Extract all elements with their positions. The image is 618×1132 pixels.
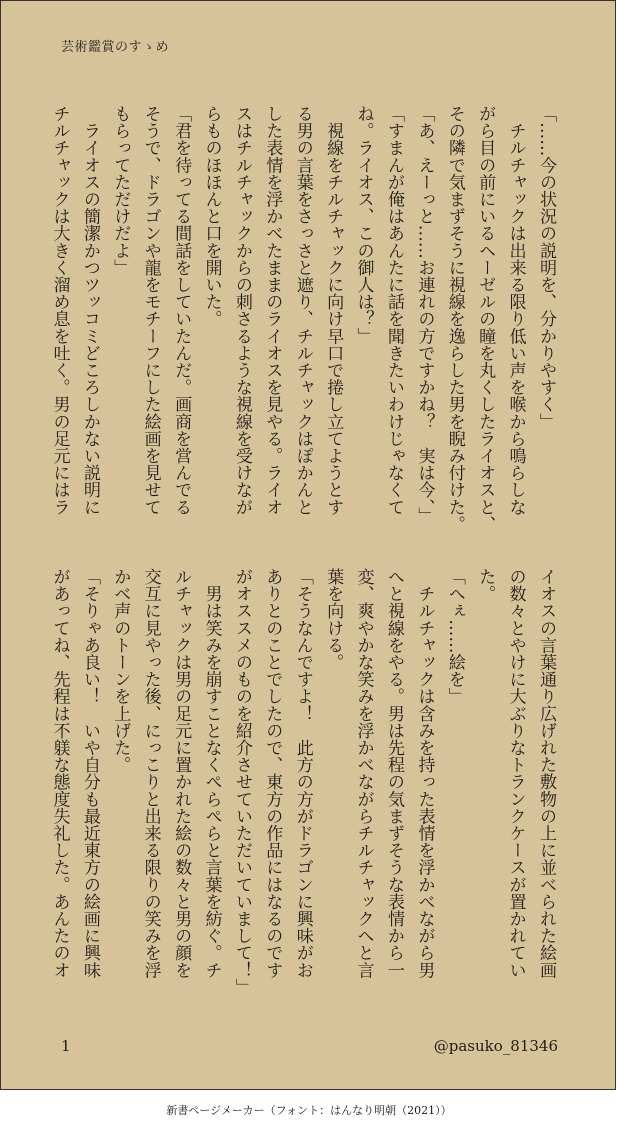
- text-line: かべ声のトーンを上げた。: [110, 568, 131, 774]
- text-line: 「すまんが俺はあんたに話を聞きたいわけじゃなくて: [383, 105, 404, 516]
- text-line: そうで、ドラゴンや龍をモチーフにした絵画を見せて: [140, 105, 161, 516]
- text-line: 「そうなんですよ！ 此方の方がドラゴンに興味がお: [292, 568, 313, 979]
- text-line: がら目の前にいるヘーゼルの瞳を丸くしたライオスと、: [475, 105, 496, 533]
- text-line: もらってただけだよ」: [110, 105, 131, 276]
- text-line: 変、爽やかな笑みを浮かべながらチルチャックへと言: [353, 568, 374, 979]
- text-line: スはチルチャックからの刺さるような視線を受けなが: [231, 105, 252, 516]
- text-line: 「君を待ってる間話をしていたんだ。画商を営んでる: [171, 105, 192, 516]
- text-line: ね。ライオス、この御人は？」: [353, 105, 374, 345]
- text-line: 「……今の状況の説明を、分かりやすく」: [536, 105, 556, 430]
- text-line: 視線をチルチャックに向け早口で捲し立てようとす: [323, 105, 344, 516]
- header-title: 芸術鑑賞のすゝめ: [61, 40, 170, 55]
- lower-text-block: [49, 568, 561, 1015]
- text-line: 「そりゃあ良い！ いや自分も最近東方の絵画に興味: [79, 568, 100, 979]
- upper-text-block: [49, 105, 561, 552]
- text-line: チルチャックは大きく溜め息を吐く。男の足元にはラ: [49, 105, 70, 516]
- text-line: ライオスの簡潔かつツッコミどころしかない説明に: [79, 105, 100, 516]
- text-line: 男は笑みを崩すことなくぺらぺらと言葉を紡ぐ。チ: [201, 568, 222, 979]
- text-line: らものほほんと口を開いた。: [201, 105, 222, 328]
- text-line: 「へぇ……絵を」: [444, 568, 465, 705]
- text-line: がオススメのものを紹介させていただいていまして！」: [231, 568, 252, 996]
- text-line: る男の言葉をさっさと遮り、チルチャックはぽかんと: [292, 105, 313, 516]
- text-line: チルチャックは出来る限り低い声を喉から鳴らしな: [505, 105, 526, 516]
- text-line: 葉を向ける。: [323, 568, 344, 671]
- text-line: 「あ、えーっと……お連れの方ですかね？ 実は今、」: [414, 105, 435, 524]
- page-number: 1: [61, 1037, 71, 1055]
- text-line: した表情を浮かべたままのライオスを見やる。ライオ: [262, 105, 283, 516]
- generator-credit: 新書ページメーカー（フォント：はんなり明朝（2021））: [166, 1104, 452, 1117]
- text-line: ありとのことでしたので、東方の作品にはなるのです: [262, 568, 283, 979]
- text-line: イオスの言葉通り広げれた敷物の上に並べられた絵画: [536, 568, 556, 979]
- text-line: 交互に見やった後、にっこりと出来る限りの笑みを浮: [140, 568, 161, 979]
- text-line: ルチャックは男の足元に置かれた絵の数々と男の顔を: [171, 568, 192, 979]
- text-line: があってね、先程は不躾な態度失礼した。あんたのオ: [49, 568, 70, 979]
- text-line: の数々とやけに大ぶりなトランクケースが置かれてい: [505, 568, 526, 979]
- text-line: チルチャックは含みを持った表情を浮かべながら男: [414, 568, 435, 979]
- text-line: た。: [475, 568, 496, 603]
- author-handle: @pasuko_81346: [433, 1037, 558, 1055]
- text-line: へと視線をやる。男は先程の気まずそうな表情から一: [383, 568, 404, 979]
- text-line: その隣で気まずそうに視線を逸らした男を睨み付けた。: [444, 105, 465, 533]
